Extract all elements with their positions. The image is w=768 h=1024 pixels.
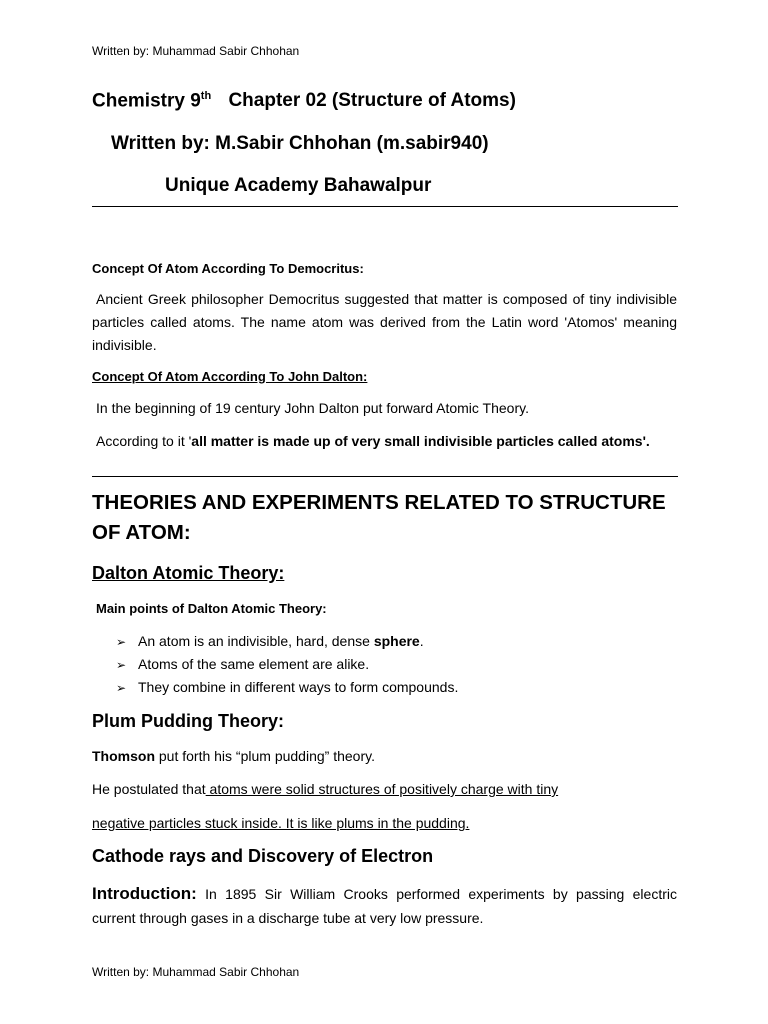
- democritus-body: Ancient Greek philosopher Democritus suggested that matter is composed of tiny indivisible particles called atoms. The name atom was derived from the Latin word 'Atomos' meaning indivisible.: [92, 291, 677, 353]
- plum-pudding-line3: negative particles stuck inside. It is like plums in the pudding.: [92, 815, 470, 831]
- plum-pudding-heading: Plum Pudding Theory:: [92, 711, 284, 731]
- dalton-theory-heading: Dalton Atomic Theory:: [92, 563, 285, 583]
- theories-heading: THEORIES AND EXPERIMENTS RELATED TO STRUCTURE OF ATOM:: [92, 491, 666, 544]
- arrow-bullet-icon: ➢: [116, 681, 127, 695]
- intro-label: Introduction:: [92, 884, 197, 903]
- header-note: Written by: Muhammad Sabir Chhohan: [92, 44, 300, 58]
- chapter-title-prefix: Chemistry 9: [92, 90, 201, 112]
- dalton-concept-bold: all matter is made up of very small indivisible particles called atoms'.: [191, 433, 650, 449]
- list-item: [116, 630, 458, 653]
- plum-pudding-line1-rest: put forth his “plum pudding” theory.: [155, 748, 375, 764]
- chapter-title-suffix: Chapter 02 (Structure of Atoms): [228, 90, 516, 112]
- plum-pudding-line1: [92, 748, 375, 764]
- author-line: Written by: M.Sabir Chhohan (m.sabir940): [111, 133, 489, 154]
- cathode-intro: [92, 882, 677, 930]
- postulated-prefix: He postulated that: [92, 781, 206, 797]
- intro-text: In 1895 Sir William Crooks performed experiments by passing electric current through gases in a discharge tube at very low pressure.: [92, 886, 677, 926]
- dalton-concept-line2: [92, 430, 677, 453]
- list-item: [116, 676, 458, 699]
- academy-line: Unique Academy Bahawalpur: [165, 175, 432, 196]
- chapter-title-sup: th: [200, 90, 212, 102]
- cathode-rays-heading: Cathode rays and Discovery of Electron: [92, 846, 434, 866]
- divider-mid: [92, 476, 678, 477]
- arrow-bullet-icon: ➢: [116, 658, 127, 672]
- dalton-theory-subheading: Main points of Dalton Atomic Theory:: [96, 601, 327, 616]
- thomson-bold: Thomson: [92, 748, 155, 764]
- divider-top: [92, 206, 678, 207]
- list-item-bold: sphere: [373, 633, 420, 649]
- democritus-heading: Concept Of Atom According To Democritus:: [92, 261, 364, 276]
- dalton-concept-prefix: According to it ': [96, 433, 192, 449]
- list-item-text: They combine in different ways to form compounds.: [138, 679, 459, 695]
- list-item-text: An atom is an indivisible, hard, dense: [138, 633, 374, 649]
- list-item-tail: .: [419, 633, 424, 649]
- arrow-bullet-icon: ➢: [116, 635, 127, 649]
- postulated-underlined: atoms were solid structures of positively charge with tiny: [205, 781, 559, 797]
- dalton-concept-heading: Concept Of Atom According To John Dalton:: [92, 369, 368, 384]
- dalton-points-list: [116, 630, 458, 699]
- list-item: [116, 653, 458, 676]
- footer-note: Written by: Muhammad Sabir Chhohan: [92, 965, 300, 979]
- plum-pudding-line2: [92, 781, 558, 797]
- dalton-concept-line1: In the beginning of 19 century John Dalton put forward Atomic Theory.: [96, 400, 529, 416]
- list-item-text: Atoms of the same element are alike.: [138, 656, 370, 672]
- chapter-title: [92, 90, 516, 112]
